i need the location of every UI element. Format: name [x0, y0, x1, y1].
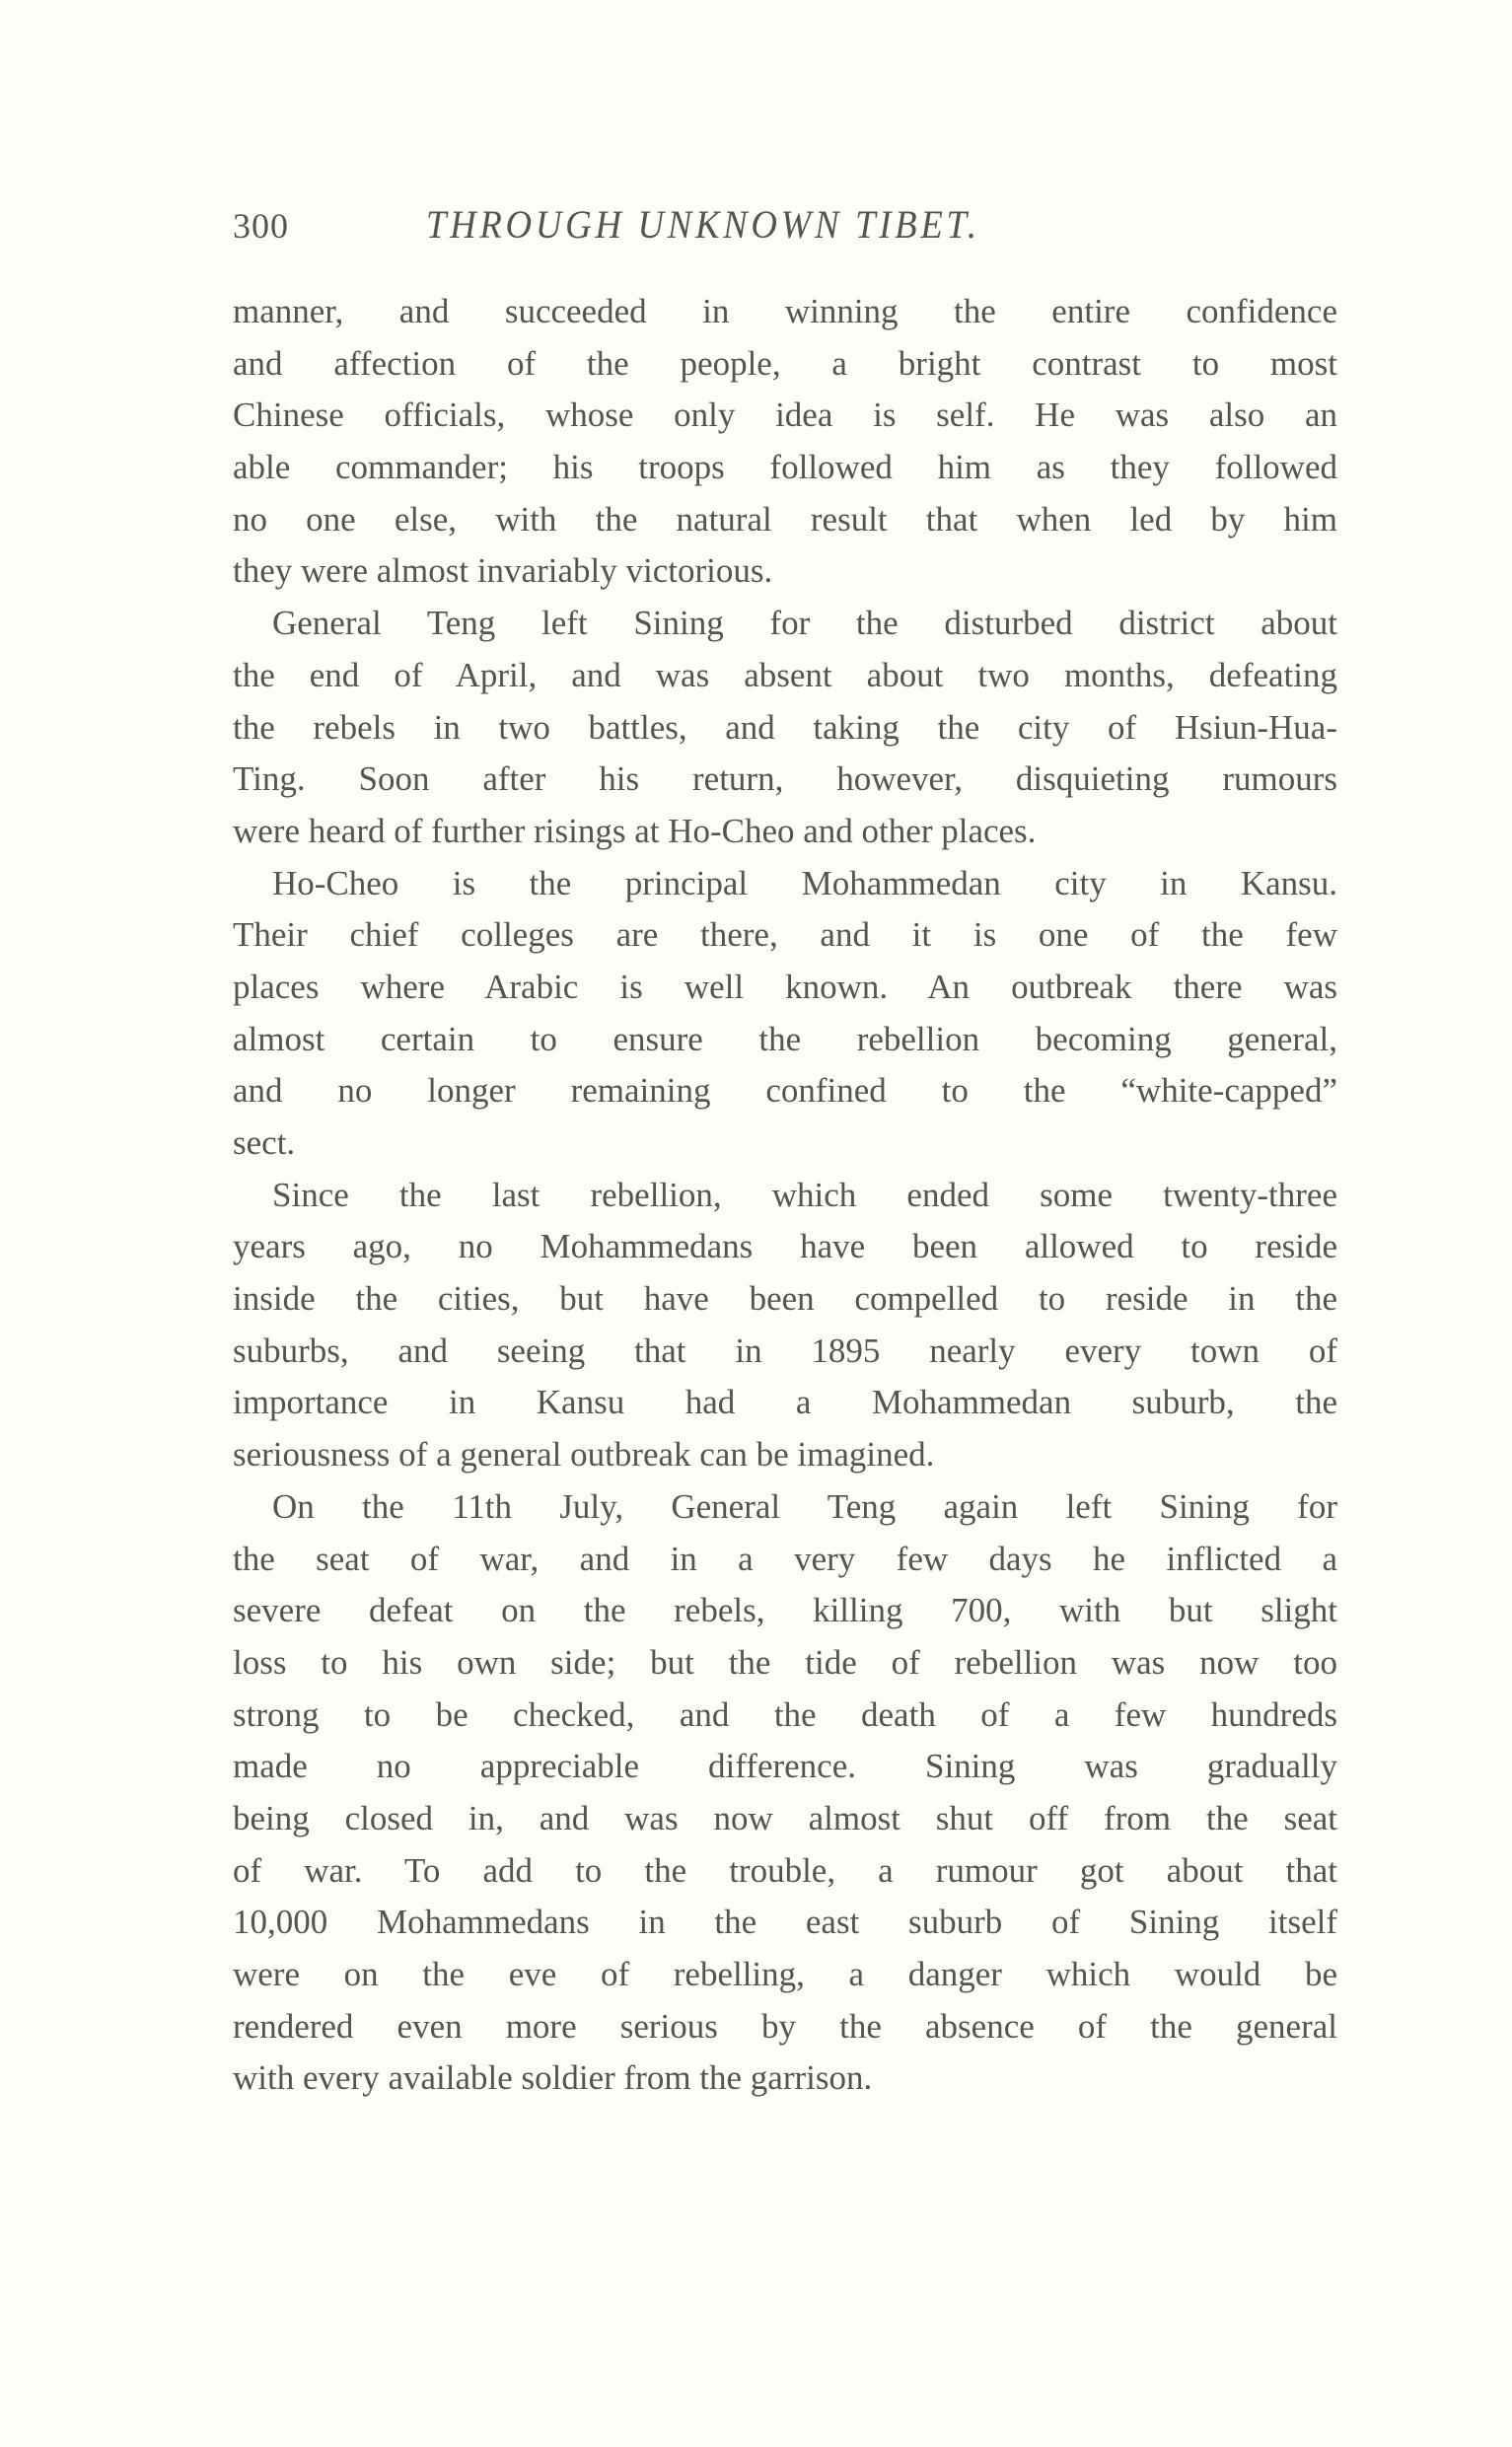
text-line: the rebels in two battles, and taking the city of Hsiun-Hua-: [233, 707, 1337, 747]
body-text: [233, 286, 1337, 2105]
text-line: they were almost invariably victorious.: [233, 551, 773, 591]
text-line: no one else, with the natural result that when led by him: [233, 499, 1337, 539]
page-number: 300: [233, 206, 289, 246]
text-line: made no appreciable difference. Sining was gradually: [233, 1747, 1337, 1786]
text-line: Ting. Soon after his return, however, disquieting rumours: [233, 759, 1337, 799]
text-line: being closed in, and was now almost shut off from the seat: [233, 1798, 1337, 1837]
text-line: Chinese officials, whose only idea is self. He was also an: [233, 396, 1337, 435]
running-title: THROUGH UNKNOWN TIBET.: [426, 202, 980, 247]
text-line: the end of April, and was absent about two months, defeating: [233, 655, 1337, 694]
text-line: strong to be checked, and the death of a few hundreds: [233, 1694, 1337, 1734]
text-line: the seat of war, and in a very few days he inflicted a: [233, 1539, 1337, 1578]
text-line: suburbs, and seeing that in 1895 nearly every town of: [233, 1331, 1337, 1370]
text-line: were on the eve of rebelling, a danger which would be: [233, 1955, 1337, 1993]
text-line: were heard of further risings at Ho-Cheo and other places.: [233, 811, 1037, 850]
text-line: On the 11th July, General Teng again left Sining for: [272, 1486, 1337, 1526]
text-line: inside the cities, but have been compelled to reside in the: [233, 1279, 1337, 1319]
text-line: seriousness of a general outbreak can be imagined.: [233, 1435, 935, 1475]
text-line: with every available soldier from the garrison.: [233, 2058, 873, 2098]
text-line: Their chief colleges are there, and it is one of the few: [233, 915, 1337, 955]
paragraph-1-continued: [233, 286, 1337, 598]
text-line: 10,000 Mohammedans in the east suburb of Sining itself: [233, 1903, 1337, 1942]
paragraph-3: [233, 858, 1337, 1170]
paragraph-4: [233, 1170, 1337, 1481]
text-line: and affection of the people, a bright contrast to most: [233, 343, 1337, 383]
text-line: almost certain to ensure the rebellion becoming general,: [233, 1019, 1337, 1058]
text-line: manner, and succeeded in winning the entire confidence: [233, 292, 1337, 330]
text-line: severe defeat on the rebels, killing 700, with but slight: [233, 1591, 1337, 1630]
text-line: loss to his own side; but the tide of rebellion was now too: [233, 1642, 1337, 1682]
text-line: Ho-Cheo is the principal Mohammedan city in Kansu.: [272, 863, 1337, 902]
text-line: rendered even more serious by the absence of the general: [233, 2006, 1337, 2046]
running-head: [233, 201, 1337, 251]
text-line: and no longer remaining confined to the “white-capped”: [233, 1071, 1337, 1111]
text-line: sect.: [233, 1123, 296, 1162]
text-line: General Teng left Sining for the disturbed district about: [272, 604, 1337, 643]
text-line: able commander; his troops followed him as they followed: [233, 448, 1337, 487]
text-line: years ago, no Mohammedans have been allowed to reside: [233, 1227, 1337, 1266]
text-line: places where Arabic is well known. An outbreak there was: [233, 967, 1337, 1006]
text-line: Since the last rebellion, which ended some twenty-three: [272, 1175, 1337, 1214]
text-line: of war. To add to the trouble, a rumour got about that: [233, 1850, 1337, 1890]
paragraph-2: [233, 598, 1337, 857]
paragraph-5: [233, 1481, 1337, 2105]
text-line: importance in Kansu had a Mohammedan suburb, the: [233, 1383, 1337, 1422]
